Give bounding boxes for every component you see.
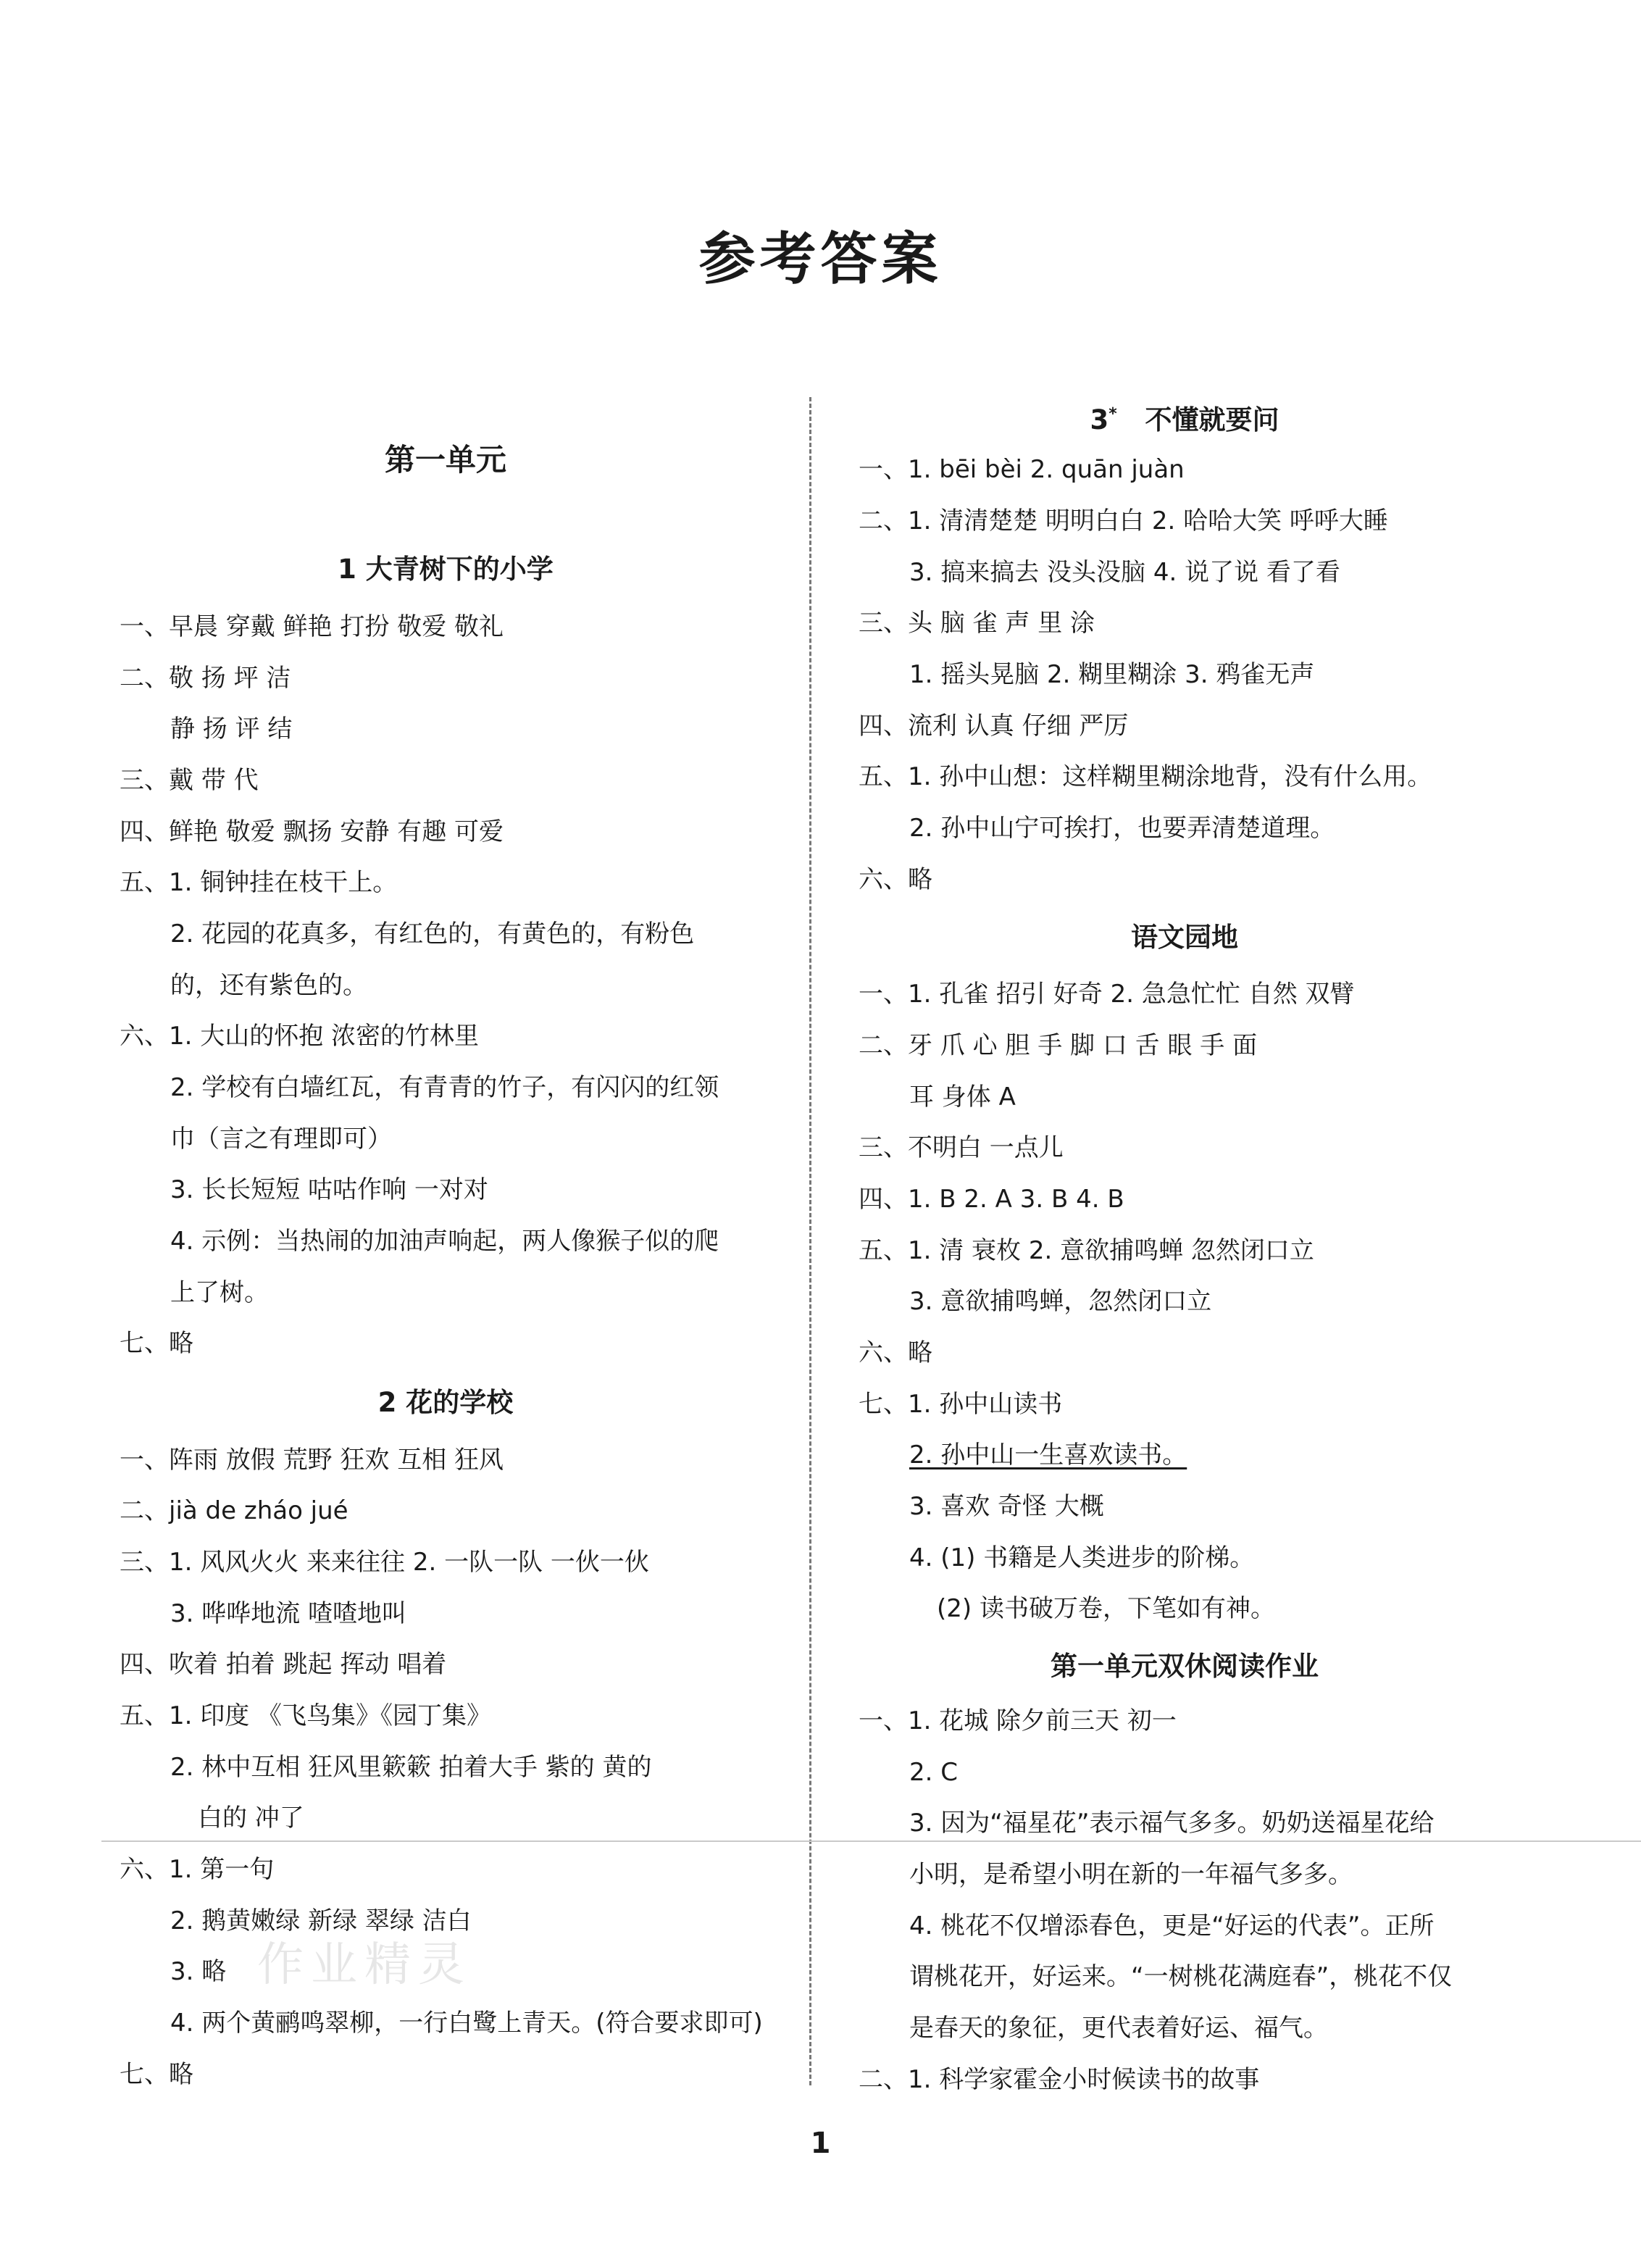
answer-line: 五、1. 铜钟挂在枝干上。	[120, 868, 398, 897]
underlined-answer-line: 2. 孙中山一生喜欢读书。	[909, 1441, 1187, 1469]
answer-line: 小明，是希望小明在新的一年福气多多。	[909, 1860, 1353, 1889]
answer-line: 二、1. 科学家霍金小时候读书的故事	[859, 2065, 1260, 2094]
page-number: 1	[810, 2127, 831, 2160]
lesson-2-heading: 2 花的学校	[377, 1387, 514, 1418]
answer-line: 四、鲜艳 敬爱 飘扬 安静 有趣 可爱	[120, 817, 504, 846]
watermark-text: 作业精灵	[257, 1938, 472, 1992]
answer-line: 的，还有紫色的。	[170, 971, 367, 1000]
answer-line: 巾（言之有理即可）	[170, 1125, 392, 1154]
answer-line: 一、1. bēi bèi 2. quān juàn	[859, 455, 1185, 484]
answer-line: 六、1. 大山的怀抱 浓密的竹林里	[120, 1022, 480, 1051]
answer-line: 五、1. 孙中山想：这样糊里糊涂地背，没有什么用。	[859, 762, 1432, 791]
answer-line: 四、吹着 拍着 跳起 挥动 唱着	[120, 1650, 447, 1679]
answer-line: 4. 示例：当热闹的加油声响起，两人像猴子似的爬	[170, 1227, 719, 1256]
answer-line: 3. 长长短短 咕咕作响 一对对	[170, 1175, 488, 1204]
answer-line: 七、略	[120, 1329, 193, 1358]
answer-line: 2. 林中互相 狂风里簌簌 拍着大手 紫的 黄的	[170, 1753, 652, 1782]
answer-line: 耳 身体 A	[909, 1083, 1016, 1112]
answer-line: 3. 略	[170, 1957, 227, 1986]
answer-line: 七、略	[120, 2060, 193, 2089]
answer-line: 四、流利 认真 仔细 严厉	[859, 712, 1129, 741]
answer-line: 2. 学校有白墙红瓦，有青青的竹子，有闪闪的红领	[170, 1073, 719, 1102]
yuwen-garden-heading: 语文园地	[1131, 922, 1238, 953]
lesson-1-heading: 1 大青树下的小学	[338, 554, 554, 585]
answer-line: 白的 冲了	[198, 1804, 304, 1833]
page-title: 参考答案	[698, 227, 943, 292]
answer-line: 三、1. 风风火火 来来往往 2. 一队一队 一伙一伙	[120, 1548, 649, 1577]
answer-line: 五、1. 印度 《飞鸟集》《园丁集》	[120, 1701, 492, 1730]
answer-line: 一、早晨 穿戴 鲜艳 打扮 敬爱 敬礼	[120, 612, 504, 641]
answer-line: 1. 摇头晃脑 2. 糊里糊涂 3. 鸦雀无声	[909, 660, 1315, 689]
answer-line: 三、戴 带 代	[120, 766, 259, 795]
answer-line: 3. 哗哗地流 喳喳地叫	[170, 1599, 407, 1628]
optional-lesson-mark: *	[1108, 405, 1117, 423]
unit-title: 第一单元	[384, 442, 506, 478]
answer-line: 上了树。	[170, 1278, 269, 1307]
answer-line: 四、1. B 2. A 3. B 4. B	[859, 1185, 1124, 1214]
answer-line: 谓桃花开，好运来。“一树桃花满庭春”，桃花不仅	[909, 1962, 1453, 1991]
answer-line: 4. 桃花不仅增添春色，更是“好运的代表”。正所	[909, 1911, 1435, 1940]
answer-line: 3. 喜欢 奇怪 大概	[909, 1492, 1104, 1521]
answer-line: 2. 花园的花真多，有红色的，有黄色的，有粉色	[170, 920, 695, 949]
answer-line: 3. 因为“福星花”表示福气多多。奶奶送福星花给	[909, 1809, 1435, 1838]
answer-line: (2) 读书破万卷，下笔如有神。	[937, 1594, 1275, 1623]
answer-line: 五、1. 清 衰枚 2. 意欲捕鸣蝉 忽然闭口立	[859, 1236, 1314, 1265]
answer-line: 七、1. 孙中山读书	[859, 1390, 1063, 1419]
horizontal-rule	[101, 1840, 1641, 1842]
answer-line: 2. 鹅黄嫩绿 新绿 翠绿 洁白	[170, 1906, 472, 1935]
answer-line: 六、略	[859, 865, 932, 894]
column-divider	[809, 397, 811, 2085]
answer-line: 六、1. 第一句	[120, 1855, 275, 1884]
answer-line: 三、头 脑 雀 声 里 涂	[859, 609, 1095, 638]
answer-line: 二、1. 清清楚楚 明明白白 2. 哈哈大笑 呼呼大睡	[859, 506, 1388, 535]
lesson-3-title: 不懂就要问	[1145, 404, 1279, 435]
answer-line: 一、阵雨 放假 荒野 狂欢 互相 狂风	[120, 1446, 504, 1475]
answer-line: 一、1. 花城 除夕前三天 初一	[859, 1706, 1177, 1735]
answer-line: 4. (1) 书籍是人类进步的阶梯。	[909, 1543, 1255, 1572]
answer-line: 3. 搞来搞去 没头没脑 4. 说了说 看了看	[909, 558, 1340, 587]
answer-line: 二、jià de zháo jué	[120, 1496, 348, 1525]
answer-line: 2. C	[909, 1758, 958, 1787]
answer-line: 是春天的象征，更代表着好运、福气。	[909, 2014, 1328, 2043]
lesson-3-number: 3	[1090, 404, 1109, 435]
answer-line: 二、牙 爪 心 胆 手 脚 口 舌 眼 手 面	[859, 1031, 1258, 1060]
weekend-reading-heading: 第一单元双休阅读作业	[1051, 1651, 1319, 1682]
answer-line: 静 扬 评 结	[170, 714, 293, 743]
answer-line: 六、略	[859, 1338, 932, 1367]
answer-line: 4. 两个黄鹂鸣翠柳，一行白鹭上青天。(符合要求即可)	[170, 2009, 763, 2038]
answer-line: 一、1. 孔雀 招引 好奇 2. 急急忙忙 自然 双臂	[859, 980, 1355, 1009]
lesson-3-heading	[859, 397, 1511, 438]
answer-line: 2. 孙中山宁可挨打，也要弄清楚道理。	[909, 814, 1335, 843]
answer-line: 三、不明白 一点儿	[859, 1133, 1064, 1162]
answer-line: 3. 意欲捕鸣蝉，忽然闭口立	[909, 1287, 1212, 1316]
answer-line: 二、敬 扬 坪 洁	[120, 664, 291, 693]
